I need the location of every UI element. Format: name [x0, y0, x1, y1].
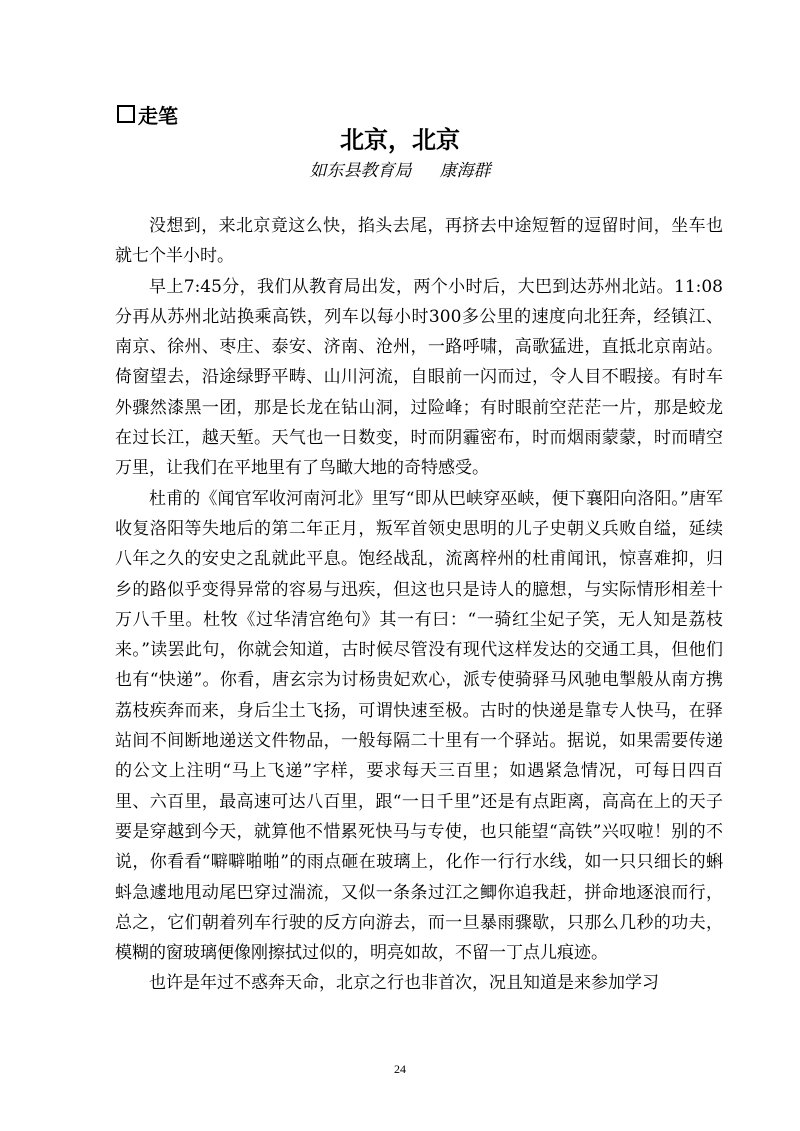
author-org: 如东县教育局	[309, 161, 412, 181]
article-byline	[0, 158, 800, 184]
paragraph: 早上7:45分，我们从教育局出发，两个小时后，大巴到达苏州北站。11:08分再从苏州北站换乘高铁，列车以每小时300多公里的速度向北狂奔，经镇江、南京、徐州、枣庄、泰安、济南、沧州，一路呼啸，高歌猛进，直抵北京南站。倚窗望去，沿途绿野平畴、山川河流，自眼前一闪而过，令人目不暇接。有时车外骤然漆黑一团，那是长龙在钻山洞，过险峰；有时眼前空茫茫一片，那是蛟龙在过长江，越天堑。天气也一日数变，时而阴霾密布，时而烟雨蒙蒙，时而晴空万里，让我们在平地里有了鸟瞰大地的奇特感受。	[115, 276, 723, 479]
article-body	[115, 211, 723, 999]
page-number: 24	[394, 1062, 406, 1076]
author-name: 康海群	[439, 161, 491, 181]
paragraph: 没想到，来北京竟这么快，掐头去尾，再挤去中途短暂的逗留时间，坐车也就七个半小时。	[115, 216, 723, 267]
checkbox-square-icon	[117, 105, 135, 123]
paragraph: 杜甫的《闻官军收河南河北》里写“即从巴峡穿巫峡，便下襄阳向洛阳。”唐军收复洛阳等失地后的第二年正月，叛军首领史思明的儿子史朝义兵败自缢，延续八年之久的安史之乱就此平息。饱经战乱，流离梓州的杜甫闻讯，惊喜难抑，归乡的路似乎变得异常的容易与迅疾，但这也只是诗人的臆想，与实际情形相差十万八千里。杜牧《过华清宫绝句》其一有曰：“一骑红尘妃子笑，无人知是荔枝来。”读罢此句，你就会知道，古时候尽管没有现代这样发达的交通工具，但他们也有“快递”。你看，唐玄宗为讨杨贵妃欢心，派专使骑驿马风驰电掣般从南方携荔枝疾奔而来，身后尘土飞扬，可谓快速至极。古时的快递是靠专人快马，在驿站间不间断地递送文件物品，一般每隔二十里有一个驿站。据说，如果需要传递的公文上注明“马上飞递”字样，要求每天三百里；如遇紧急情况，可每日四百里、六百里，最高速可达八百里，跟“一日千里”还是有点距离，高高在上的天子要是穿越到今天，就算他不惜累死快马与专使，也只能望“高铁”兴叹啦！别的不说，你看看“噼噼啪啪”的雨点砸在玻璃上，化作一行行水线，如一只只细长的蝌蚪急遽地甩动尾巴穿过湍流，又似一条条过江之鲫你追我赶，拼命地逐浪而行，总之，它们朝着列车行驶的反方向游去，而一旦暴雨骤歇，只那么几秒的功夫，模糊的窗玻璃便像刚擦拭过似的，明亮如故，不留一丁点儿痕迹。	[115, 488, 723, 964]
paragraph: 也许是年过不惑奔天命，北京之行也非首次，况且知道是来参加学习	[149, 973, 659, 994]
article-title: 北京，北京	[340, 126, 460, 154]
section-label: 走笔	[138, 103, 178, 128]
